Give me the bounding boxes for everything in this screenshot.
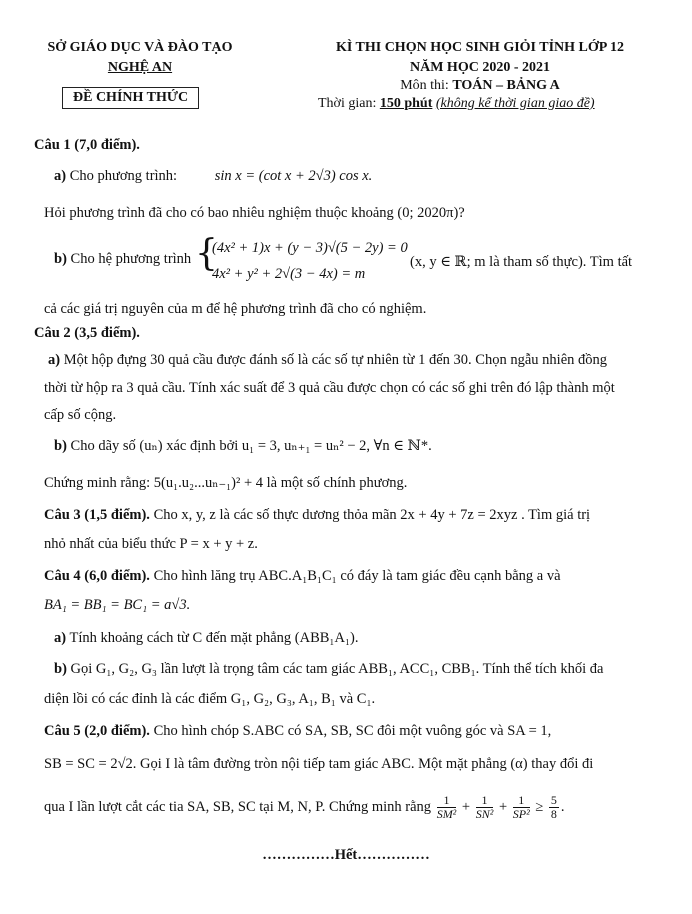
school-year: NĂM HỌC 2020 - 2021: [410, 60, 550, 75]
q2-b-label: b): [54, 438, 67, 454]
fraction-sm: [437, 794, 457, 821]
q5-line2: SB = SC = 2√2. Gọi I là tâm đường tròn nội tiếp tam giác ABC. Một mặt phẳng (α) thay đổi đi: [44, 756, 594, 772]
time-note: (không kể thời gian giao đề): [435, 96, 595, 111]
q4-text: Cho hình lăng trụ ABC.A₁B₁C₁ có đáy là tam giác đều cạnh bằng a và: [153, 568, 561, 584]
fraction-sp: [513, 794, 530, 821]
time-value: 150 phút: [379, 96, 433, 111]
q5-text: Cho hình chóp S.ABC có SA, SB, SC đôi một vuông góc và SA = 1,: [153, 723, 552, 739]
q1-b-equation-2: 4x² + y² + 2√(3 − 4x) = m: [212, 266, 366, 282]
q1-title: Câu 1 (7,0 điểm).: [34, 137, 140, 153]
q1-a-text: Cho phương trình:: [69, 168, 178, 184]
q1-b-label: b): [54, 251, 67, 267]
q2-b-text: Cho dãy số (uₙ) xác định bởi u₁ = 3, uₙ₊₁ = uₙ² − 2, ∀n ∈ ℕ*.: [70, 438, 432, 454]
q2-a-line1: [48, 352, 658, 369]
fraction-sn-num: 1: [476, 794, 494, 808]
system-brace: {: [195, 233, 218, 274]
q3-line2: nhỏ nhất của biểu thức P = x + y + z.: [44, 536, 258, 552]
time-label: Thời gian:: [318, 96, 380, 111]
plus-sign-1: +: [461, 798, 471, 815]
q3-text: Cho x, y, z là các số thực dương thỏa mãn 2x + 4y + 7z = 2xyz . Tìm giá trị: [153, 507, 591, 523]
q1-b-equation-1: (4x² + 1)x + (y − 3)√(5 − 2y) = 0: [212, 240, 408, 256]
q2-title: Câu 2 (3,5 điểm).: [34, 325, 140, 341]
q3-title: Câu 3 (1,5 điểm).: [44, 507, 150, 523]
fraction-sm-num: 1: [437, 794, 457, 808]
q2-b-prove: Chứng minh rằng: 5(u₁.u₂...uₙ₋₁)² + 4 là một số chính phương.: [44, 475, 408, 491]
fraction-sp-num: 1: [513, 794, 530, 808]
q2-a-text: Một hộp đựng 30 quả cầu được đánh số là các số tự nhiên từ 1 đến 30. Chọn ngẫu nhiên đồng: [63, 352, 608, 368]
q4-a-text: Tính khoảng cách từ C đến mặt phẳng (ABB₁A₁).: [69, 630, 359, 646]
q2-a-line2: thời từ hộp ra 3 quả cầu. Tính xác suất để 3 quả cầu được chọn có các số ghi trên đó lập thành một: [44, 380, 615, 396]
q4-b-label: b): [54, 661, 67, 677]
geq-sign: ≥: [535, 798, 544, 815]
fraction-five-eighths: [549, 794, 559, 821]
q1-a-label: a): [54, 168, 67, 184]
q2-b: [54, 438, 658, 455]
q4-b-line1: [54, 661, 658, 678]
q1-a-equation: sin x = (cot x + 2√3) cos x.: [214, 168, 373, 184]
q1-a: [54, 168, 658, 185]
q2-a-line3: cấp số cộng.: [44, 407, 117, 423]
q4-line1: [44, 568, 658, 585]
q1-b-tail: cả các giá trị nguyên của m để hệ phương trình đã cho có nghiệm.: [44, 301, 427, 317]
fraction-sn: [476, 794, 494, 821]
official-badge: ĐỀ CHÍNH THỨC: [62, 87, 199, 109]
subject-value: TOÁN – BẢNG A: [452, 78, 560, 93]
plus-sign-2: +: [498, 798, 508, 815]
fraction-sp-den: SP²: [512, 807, 530, 821]
q1-b-text: Cho hệ phương trình: [70, 251, 192, 267]
exam-title: KÌ THI CHỌN HỌC SINH GIỎI TỈNH LỚP 12: [335, 40, 625, 55]
department-name: SỞ GIÁO DỤC VÀ ĐÀO TẠO: [47, 40, 233, 55]
q2-a-label: a): [48, 352, 61, 368]
q4-a: [54, 630, 658, 647]
q1-a-question: Hỏi phương trình đã cho có bao nhiêu nghiệm thuộc khoảng (0; 2020π)?: [44, 205, 465, 221]
subject-label: Môn thi:: [400, 78, 453, 93]
q5-line3-text: qua I lần lượt cắt các tia SA, SB, SC tại M, N, P. Chứng minh rằng: [44, 798, 432, 815]
fraction-sn-den: SN²: [475, 807, 494, 821]
q4-b-text: Gọi G₁, G₂, G₃ lần lượt là trọng tâm các tam giác ABB₁, ACC₁, CBB₁. Tính thể tích khối đa: [70, 661, 604, 677]
fraction-eight-den: 8: [550, 807, 557, 821]
q3-line1: [44, 507, 658, 524]
q4-line2: BA₁ = BB₁ = BC₁ = a√3.: [44, 597, 191, 613]
q5-line1: [44, 723, 658, 740]
q5-line3: qua I lần lượt cắt các tia SA, SB, SC tại M, N, P. Chứng minh rằng $\frac{1}{\text{SM²}}$ + $\frac{1}{\text{SN²}}$ + $\frac{1}{\text{SP²}}$ ≥ $\frac{5}{8}$ .: [44, 793, 565, 821]
subject-line: [300, 78, 660, 94]
q1-b-condition: (x, y ∈ ℝ; m là tham số thực). Tìm tất: [410, 254, 633, 270]
q4-b-line2: diện lồi có các đỉnh là các điểm G₁, G₂, G₃, A₁, B₁ và C₁.: [44, 691, 376, 707]
end-marker: ……………Hết……………: [262, 847, 430, 863]
q4-title: Câu 4 (6,0 điểm).: [44, 568, 150, 584]
q4-a-label: a): [54, 630, 67, 646]
q5-title: Câu 5 (2,0 điểm).: [44, 723, 150, 739]
province-name: NGHỆ AN: [107, 60, 173, 75]
fraction-five-num: 5: [550, 793, 557, 807]
time-line: [318, 96, 595, 112]
fraction-sm-den: SM²: [436, 807, 457, 821]
